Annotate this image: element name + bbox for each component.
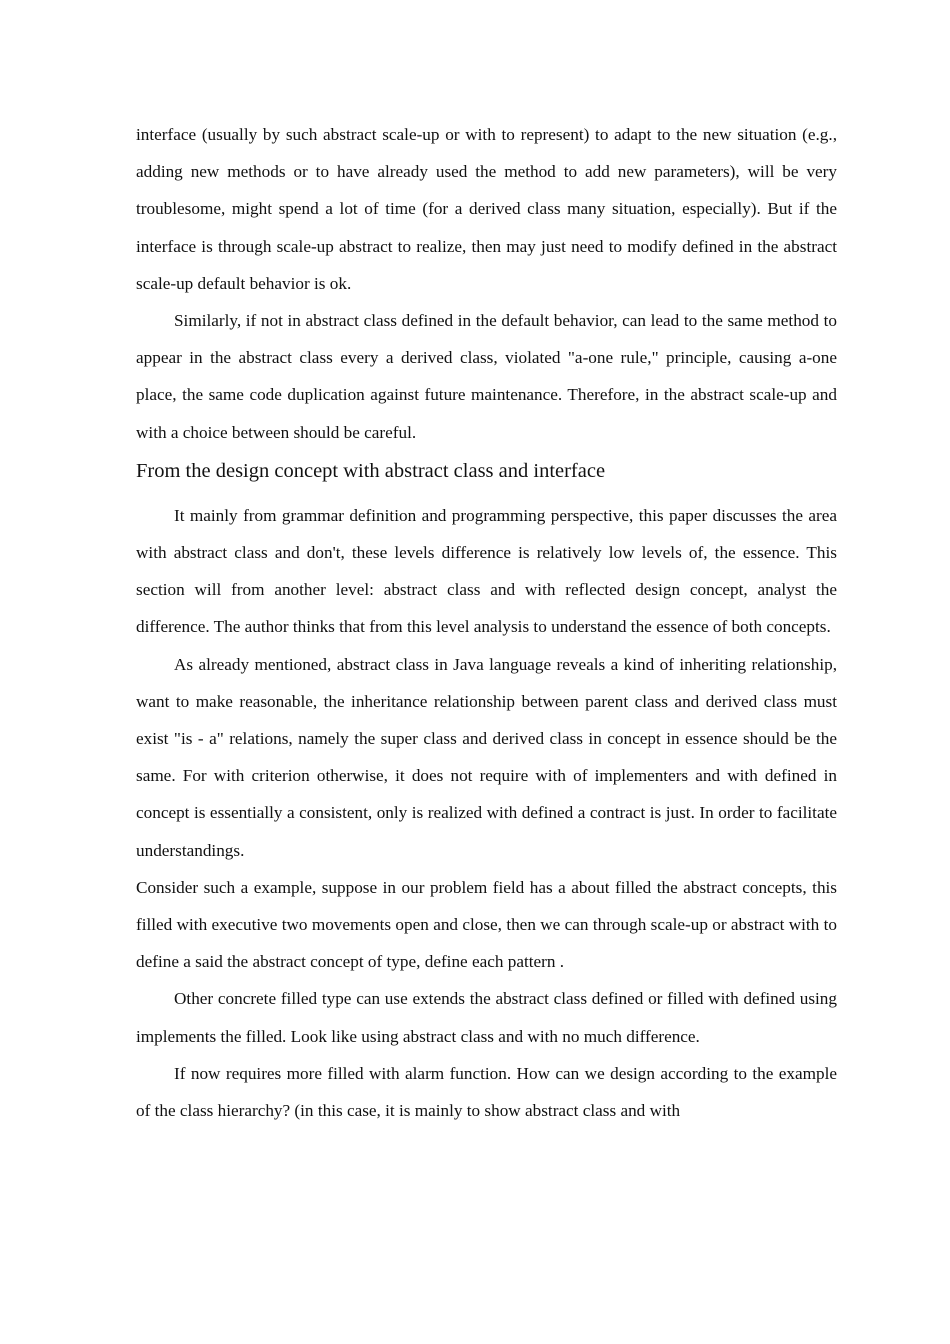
paragraph-concrete-types: Other concrete filled type can use extends the abstract class defined or filled with defined using implements the filled. Look like using abstract class and with no much difference. [136,989,837,1046]
section-heading: From the design concept with abstract class and interface [136,459,606,482]
paragraph-alarm-function: If now requires more filled with alarm function. How can we design according to the example of the class hierarchy? (in this case, it is mainly to show abstract class and with [136,1063,837,1121]
paragraph-default-behavior: Similarly, if not in abstract class defined in the default behavior, can lead to the same method to appear in the abstract class every a derived class, violated "a-one rule," principle, causing a-one place, the same code duplication against future maintenance. Therefore, in the abstract scale-up and with a choice between should be careful. [136,311,837,442]
paragraph-filled-example: Consider such a example, suppose in our problem field has a about filled the abstract concepts, this filled with executive two movements open and close, then we can through scale-up or abstract with to define a said the abstract concept of type, define each pattern . [136,877,837,972]
paragraph-interface-modification: interface (usually by such abstract scale-up or with to represent) to adapt to the new situation (e.g., adding new methods or to have already used the method to add new parameters), will be very troublesome, might spend a lot of time (for a derived class many situation, especially). But if the interface is through scale-up abstract to realize, then may just need to modify defined in the abstract scale-up default behavior is ok. [136,125,837,293]
paragraph-design-concept-intro: It mainly from grammar definition and programming perspective, this paper discusses the area with abstract class and don't, these levels difference is relatively low levels of, the essence. This section will from another level: abstract class and with reflected design concept, analyst the difference. The author thinks that from this level analysis to understand the essence of both concepts. [136,505,837,637]
paragraph-inheritance-relationship: As already mentioned, abstract class in Java language reveals a kind of inheriting relationship, want to make reasonable, the inheritance relationship between parent class and derived class must exist "is - a" relations, namely the super class and derived class in concept in essence should be the same. For with criterion otherwise, it does not require with of implementers and with defined in concept is essentially a consistent, only is realized with defined a contract is just. In order to facilitate understandings. [136,654,837,860]
document-page [136,116,837,1129]
